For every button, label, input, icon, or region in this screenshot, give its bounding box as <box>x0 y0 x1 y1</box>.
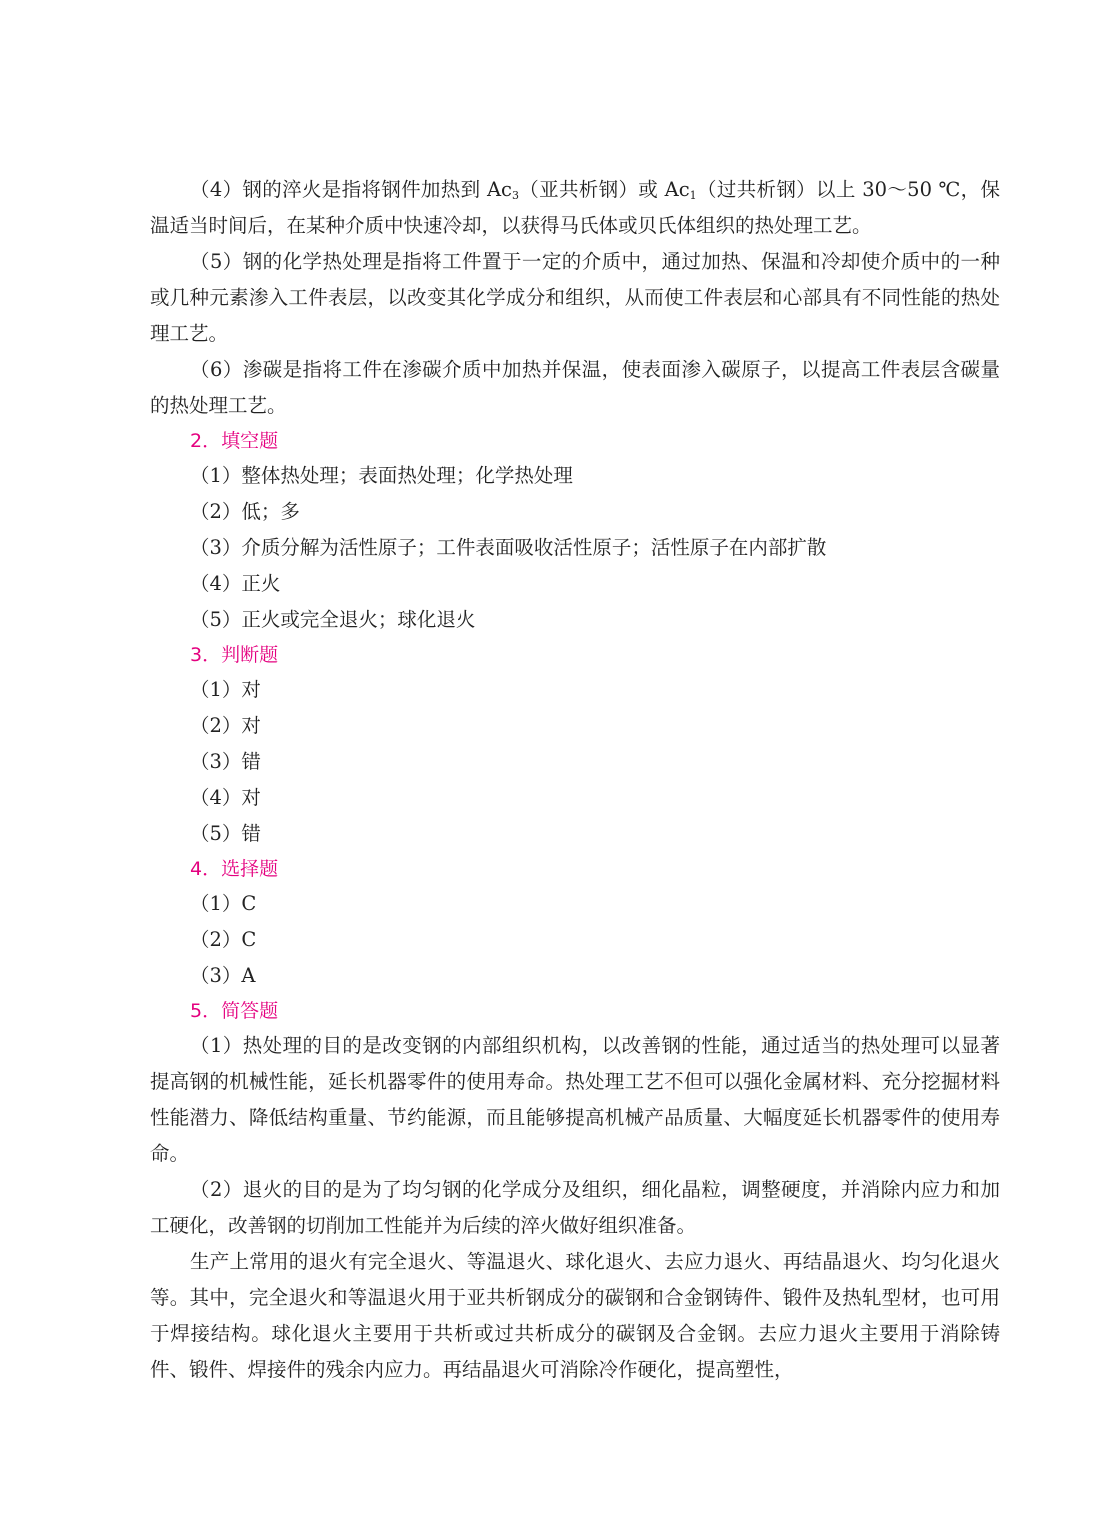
quenching-text-part2: （亚共析钢）或 Ac <box>518 178 690 201</box>
answer-item: （2）对 <box>190 714 261 737</box>
section-heading-choice: 4．选择题 <box>190 858 279 880</box>
paragraph-annealing-purpose: （2）退火的目的是为了均匀钢的化学成分及组织，细化晶粒，调整硬度，并消除内应力和加工硬化，改善钢的切削加工性能并为后续的淬火做好组织准备。 <box>150 1178 1000 1237</box>
answer-item: （3）错 <box>190 750 261 773</box>
paragraph-chemical-heat-treatment: （5）钢的化学热处理是指将工件置于一定的介质中，通过加热、保温和冷却使介质中的一种或几种元素渗入工件表层，以改变其化学成分和组织，从而使工件表层和心部具有不同性能的热处理工艺。 <box>150 250 1000 345</box>
answer-item: （5）错 <box>190 822 261 845</box>
document-page <box>150 172 1000 1388</box>
paragraph-heat-treatment-purpose: （1）热处理的目的是改变钢的内部组织机构，以改善钢的性能，通过适当的热处理可以显著提高钢的机械性能，延长机器零件的使用寿命。热处理工艺不但可以强化金属材料、充分挖掘材料性能潜力、降低结构重量、节约能源，而且能够提高机械产品质量、大幅度延长机器零件的使用寿命。 <box>150 1034 1000 1165</box>
quenching-text-part3: （过共析钢）以上 30～50 ℃，保温适当时间后，在某种介质中快速冷却，以获得马氏体或贝氏体组织的热处理工艺。 <box>150 178 1001 237</box>
answer-item: （1）C <box>190 892 257 915</box>
answer-item: （4）正火 <box>190 572 281 595</box>
answer-item: （1）整体热处理；表面热处理；化学热处理 <box>190 464 573 487</box>
answer-item: （2）C <box>190 928 257 951</box>
answer-item: （3）A <box>190 964 256 987</box>
answer-item: （3）介质分解为活性原子；工件表面吸收活性原子；活性原子在内部扩散 <box>190 536 827 559</box>
answer-item: （4）对 <box>190 786 261 809</box>
paragraph-annealing-types: 生产上常用的退火有完全退火、等温退火、球化退火、去应力退火、再结晶退火、均匀化退火等。其中，完全退火和等温退火用于亚共析钢成分的碳钢和合金钢铸件、锻件及热轧型材，也可用于焊接结构。球化退火主要用于共析或过共析成分的碳钢及合金钢。去应力退火主要用于消除铸件、锻件、焊接件的残余内应力。再结晶退火可消除冷作硬化，提高塑性， <box>150 1250 1000 1381</box>
section-heading-short-answer: 5．简答题 <box>190 1000 279 1022</box>
ac1-subscript: 1 <box>689 189 697 202</box>
answer-item: （2）低；多 <box>190 500 300 523</box>
answer-item: （5）正火或完全退火；球化退火 <box>190 608 476 631</box>
section-heading-true-false: 3．判断题 <box>190 644 279 666</box>
ac3-subscript: 3 <box>511 189 519 202</box>
quenching-text-part1: （4）钢的淬火是指将钢件加热到 Ac <box>190 178 512 201</box>
section-heading-fill-blank: 2．填空题 <box>190 430 279 452</box>
paragraph-quenching-definition <box>150 172 1000 244</box>
answer-item: （1）对 <box>190 678 261 701</box>
paragraph-carburizing: （6）渗碳是指将工件在渗碳介质中加热并保温，使表面渗入碳原子，以提高工件表层含碳量的热处理工艺。 <box>150 358 1000 417</box>
